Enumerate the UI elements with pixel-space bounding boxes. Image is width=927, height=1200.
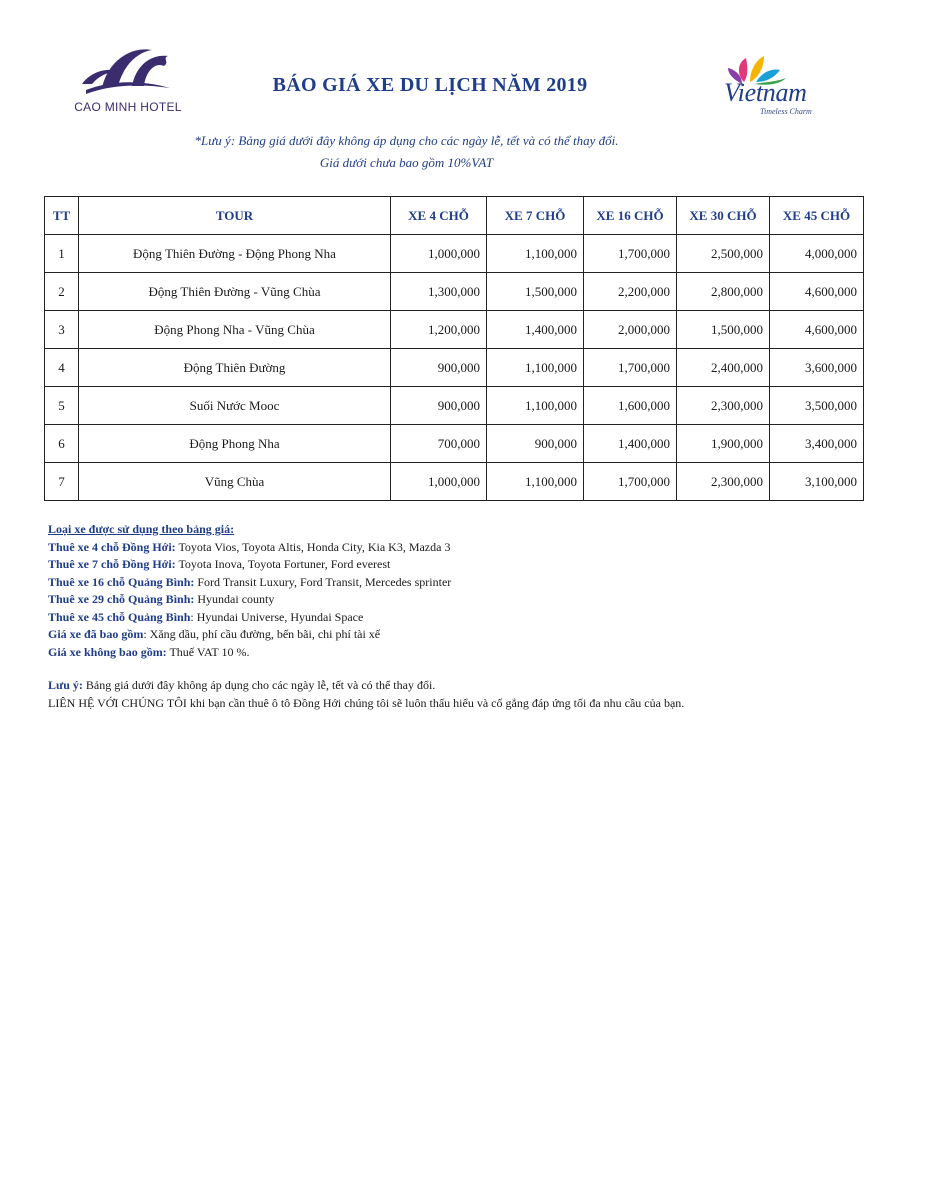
cell-price: 2,400,000	[677, 349, 770, 387]
vehicle-info-text: Hyundai county	[194, 592, 275, 606]
contact-line: LIÊN HỆ VỚI CHÚNG TÔI khi bạn cần thuê ô tô Đồng Hới chúng tôi sẽ luôn thấu hiểu và cố gắng đáp ứng tối đa nhu cầu của bạn.	[48, 695, 685, 710]
cell-price: 1,900,000	[677, 425, 770, 463]
cell-price: 3,400,000	[770, 425, 864, 463]
price-table	[44, 196, 864, 501]
cell-price: 1,300,000	[391, 273, 487, 311]
cell-price: 1,400,000	[584, 425, 677, 463]
header-xe-4: XE 4 CHỖ	[391, 197, 487, 235]
header-xe-45: XE 45 CHỖ	[770, 197, 864, 235]
cell-price: 1,000,000	[391, 235, 487, 273]
cell-tour: Suối Nước Mooc	[79, 387, 391, 425]
vehicle-info-section	[48, 521, 888, 712]
cell-price: 1,100,000	[487, 387, 584, 425]
cell-price: 900,000	[487, 425, 584, 463]
cell-tour: Động Phong Nha	[79, 425, 391, 463]
table-row	[45, 273, 864, 311]
header-tour: TOUR	[79, 197, 391, 235]
header-xe-16: XE 16 CHỖ	[584, 197, 677, 235]
cell-tour: Động Thiên Đường - Vũng Chùa	[79, 273, 391, 311]
vehicle-info-line	[48, 556, 888, 574]
cell-tour: Động Phong Nha - Vũng Chùa	[79, 311, 391, 349]
cell-tt: 6	[45, 425, 79, 463]
cell-price: 4,600,000	[770, 273, 864, 311]
table-row	[45, 235, 864, 273]
cell-price: 2,500,000	[677, 235, 770, 273]
vehicle-info-label: Thuê xe 4 chỗ Đồng Hới:	[48, 539, 176, 554]
cell-tt: 4	[45, 349, 79, 387]
price-note-line-1: *Lưu ý: Bảng giá dưới đây không áp dụng cho các ngày lễ, tết và có thể thay đổi.	[194, 133, 619, 148]
cell-tt: 7	[45, 463, 79, 501]
header-tt: TT	[45, 197, 79, 235]
cell-price: 1,100,000	[487, 235, 584, 273]
cell-price: 3,100,000	[770, 463, 864, 501]
spacer	[48, 661, 888, 677]
vehicle-info-line	[48, 644, 888, 662]
cell-price: 1,700,000	[584, 235, 677, 273]
price-note-line-2: Giá dưới chưa bao gồm 10%VAT	[319, 155, 494, 170]
cell-price: 1,700,000	[584, 349, 677, 387]
vehicle-info-label: Thuê xe 45 chỗ Quảng Bình	[48, 609, 191, 624]
vehicle-info-line	[48, 609, 888, 627]
cell-price: 4,000,000	[770, 235, 864, 273]
footer-note-label: Lưu ý:	[48, 678, 83, 692]
table-row	[45, 311, 864, 349]
table-row	[45, 349, 864, 387]
cell-price: 1,100,000	[487, 349, 584, 387]
cao-minh-hotel-logo	[64, 40, 194, 120]
footer-note-text: Bảng giá dưới đây không áp dụng cho các ngày lễ, tết và có thể thay đổi.	[82, 678, 436, 692]
cell-tt: 3	[45, 311, 79, 349]
cell-price: 2,200,000	[584, 273, 677, 311]
vietnam-tagline: Timeless Charm	[760, 107, 812, 116]
cell-tt: 1	[45, 235, 79, 273]
cell-price: 2,000,000	[584, 311, 677, 349]
cell-tour: Vũng Chùa	[79, 463, 391, 501]
cell-price: 3,600,000	[770, 349, 864, 387]
hotel-name: CAO MINH HOTEL	[74, 100, 182, 114]
cell-price: 2,300,000	[677, 463, 770, 501]
vehicle-info-label: Giá xe không bao gồm:	[48, 644, 167, 659]
vehicle-info-text: Toyota Vios, Toyota Altis, Honda City, Kia K3, Mazda 3	[175, 539, 451, 554]
vehicle-info-text: : Xăng dầu, phí cầu đường, bến bãi, chi phí tài xế	[143, 627, 381, 641]
vehicle-info-line	[48, 591, 888, 609]
vehicle-info-heading: Loại xe được sử dụng theo bảng giá:	[48, 522, 235, 536]
cell-price: 1,000,000	[391, 463, 487, 501]
cell-tour: Động Thiên Đường	[79, 349, 391, 387]
vehicle-info-text: Ford Transit Luxury, Ford Transit, Mercedes sprinter	[194, 574, 452, 589]
cell-price: 1,100,000	[487, 463, 584, 501]
vehicle-info-text: Thuế VAT 10 %.	[166, 644, 250, 659]
table-row	[45, 463, 864, 501]
cell-tour: Động Thiên Đường - Động Phong Nha	[79, 235, 391, 273]
cell-price: 1,400,000	[487, 311, 584, 349]
cell-price: 1,500,000	[487, 273, 584, 311]
cell-price: 700,000	[391, 425, 487, 463]
header-xe-30: XE 30 CHỖ	[677, 197, 770, 235]
cell-tt: 2	[45, 273, 79, 311]
vehicle-info-line	[48, 539, 888, 557]
vehicle-info-label: Thuê xe 7 chỗ Đồng Hới:	[48, 557, 176, 571]
vehicle-info-line	[48, 574, 888, 592]
hotel-swan-icon	[72, 40, 182, 98]
vietnam-wordmark: Vietnam	[724, 78, 807, 107]
cell-price: 3,500,000	[770, 387, 864, 425]
header-xe-7: XE 7 CHỖ	[487, 197, 584, 235]
vehicle-info-label: Thuê xe 29 chỗ Quảng Bình:	[48, 592, 195, 606]
table-row	[45, 387, 864, 425]
table-header-row	[45, 197, 864, 235]
vehicle-info-label: Giá xe đã bao gồm	[48, 627, 144, 641]
cell-price: 2,300,000	[677, 387, 770, 425]
cell-price: 4,600,000	[770, 311, 864, 349]
vietnam-tourism-logo	[706, 52, 836, 124]
vehicle-info-text: Toyota Inova, Toyota Fortuner, Ford everest	[175, 557, 391, 571]
cell-price: 2,800,000	[677, 273, 770, 311]
cell-tt: 5	[45, 387, 79, 425]
cell-price: 900,000	[391, 387, 487, 425]
footer-note	[48, 677, 888, 695]
vehicle-info-label: Thuê xe 16 chỗ Quảng Bình:	[48, 574, 195, 589]
vehicle-info-line	[48, 626, 888, 644]
vehicle-info-text: : Hyundai Universe, Hyundai Space	[190, 609, 364, 624]
cell-price: 900,000	[391, 349, 487, 387]
cell-price: 1,600,000	[584, 387, 677, 425]
cell-price: 1,200,000	[391, 311, 487, 349]
cell-price: 1,700,000	[584, 463, 677, 501]
table-row	[45, 425, 864, 463]
cell-price: 1,500,000	[677, 311, 770, 349]
page-title: BÁO GIÁ XE DU LỊCH NĂM 2019	[272, 74, 588, 96]
